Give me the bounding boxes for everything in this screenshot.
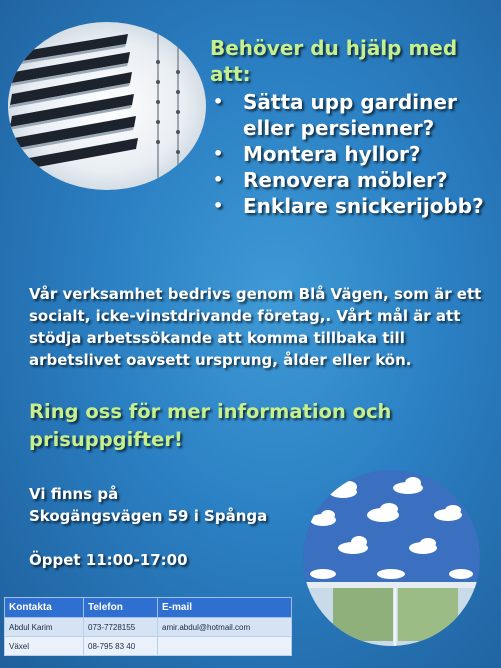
contact-email (158, 637, 292, 656)
service-label: Enklare snickerijobb? (243, 194, 484, 218)
column-header-phone: Telefon (84, 598, 158, 618)
bullet-icon: • (213, 144, 224, 163)
bullet-icon: • (213, 92, 224, 111)
bullet-icon: • (213, 196, 224, 215)
bullet-icon: • (213, 170, 224, 189)
contact-email: amir.abdul@hotmail.com (158, 618, 292, 637)
contact-name: Abdul Karim (5, 618, 84, 637)
cloud-curtain-illustration (303, 470, 480, 646)
service-item (210, 167, 501, 193)
heading: Behöver du hjälp med att: (210, 36, 458, 86)
contact-table (4, 597, 292, 656)
blinds-photo (8, 22, 206, 190)
service-label: Renovera möbler? (243, 168, 448, 192)
opening-hours: Öppet 11:00-17:00 (29, 551, 188, 569)
table-row (5, 618, 292, 637)
contact-phone: 073-7728155 (84, 618, 158, 637)
table-header-row (5, 598, 292, 618)
column-header-contact: Kontakta (5, 598, 84, 618)
call-to-action: Ring oss för mer information och prisuppgifter! (29, 400, 392, 451)
service-item (210, 89, 501, 141)
column-header-email: E-mail (158, 598, 292, 618)
address-line-2: Skogängsvägen 59 i Spånga (29, 507, 268, 525)
contact-name: Växel (5, 637, 84, 656)
services-list (210, 89, 501, 219)
table-row (5, 637, 292, 656)
intro-paragraph: Vår verksamhet bedrivs genom Blå Vägen, som är ett socialt, icke-vinstdrivande företag,. Vårt mål är att stödja arbetssökande att komma tillbaka till arbetslivet oavsett ursprung, ålder eller kön. (29, 285, 482, 369)
service-item (210, 193, 501, 219)
service-label: Montera hyllor? (243, 142, 421, 166)
contact-phone: 08-795 83 40 (84, 637, 158, 656)
curtain-photo (303, 470, 480, 646)
service-item (210, 141, 501, 167)
blinds-illustration (8, 22, 206, 190)
address-line-1: Vi finns på (29, 485, 119, 503)
address (29, 483, 329, 527)
service-label: Sätta upp gardiner eller persienner? (243, 90, 457, 140)
